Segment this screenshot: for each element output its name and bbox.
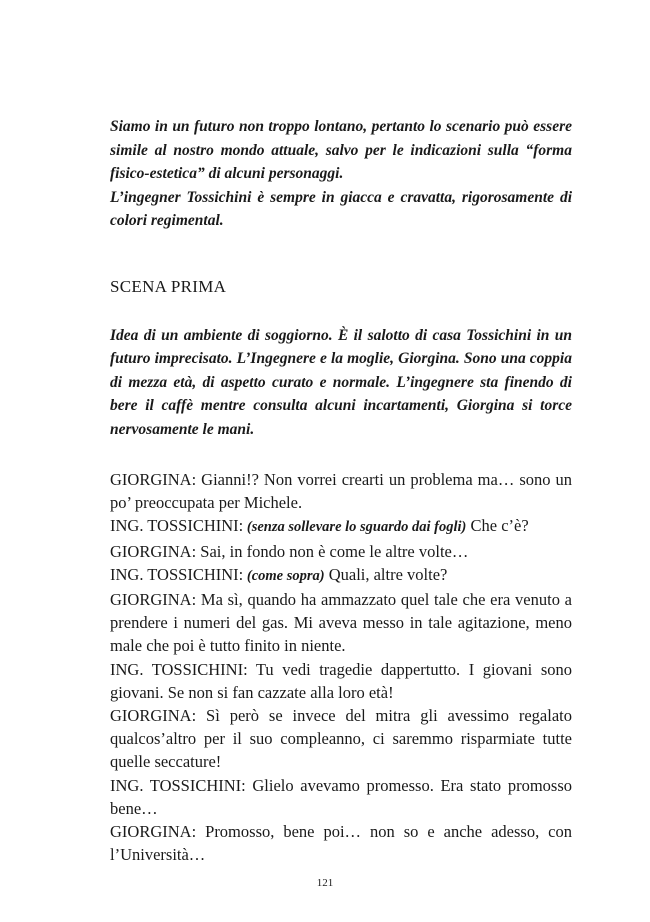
stage-direction: Idea di un ambiente di soggiorno. È il salotto di casa Tossichini in un futuro imprecisato. L’Ingegnere e la moglie, Giorgina. Sono una coppia di mezza età, di aspetto curato e normale. L’ingegnere sta finendo di bere il caffè mentre consulta alcuni incartamenti, Giorgina si torce nervosamente le mani. [110,326,572,438]
line-text: Che c’è? [466,516,529,536]
stage-direction-inline: (come sopra) [243,567,325,584]
scene-title: SCENA PRIMA [110,276,227,296]
speaker-name: ING. TOSSICHINI: [110,775,246,795]
dialogue-line [110,514,572,539]
dialogue-line [110,774,572,820]
speaker-name: ING. TOSSICHINI: [110,564,244,584]
line-text: Promosso, bene poi… non so e anche adesso, con l’Università… [110,822,572,865]
dialogue-line [110,820,572,866]
dialogue-line [110,658,572,704]
intro-paragraph: L’ingegner Tossichini è sempre in giacca e cravatta, rigorosamente di colori regimental. [110,188,572,229]
speaker-name: GIORGINA: [110,541,197,561]
intro-paragraph: Siamo in un futuro non troppo lontano, pertanto lo scenario può essere simile al nostro mondo attuale, salvo per le indicazioni sulla “forma fisico-estetica” di alcuni personaggi. [110,118,572,182]
line-text: Sì però se invece del mitra gli avessimo regalato qualcos’altro per il suo compleanno, ci saremmo risparmiate tutte quelle seccature! [110,706,572,772]
dialogue-line [110,540,572,563]
line-text: Glielo avevamo promesso. Era stato promosso bene… [110,775,572,818]
speaker-name: ING. TOSSICHINI: [110,516,244,536]
speaker-name: GIORGINA: [110,706,197,726]
line-text: Quali, altre volte? [324,564,448,584]
dialogue-line [110,468,572,514]
dialogue-line [110,563,572,588]
line-text: Ma sì, quando ha ammazzato quel tale che era venuto a prendere i numeri del gas. Mi aveva messo in tale agitazione, meno male che poi è tutto finito in niente. [110,590,572,656]
speaker-name: GIORGINA: [110,822,197,842]
page-number: 121 [316,877,334,889]
dialogue [110,468,572,866]
line-text: Sai, in fondo non è come le altre volte… [196,541,469,561]
dialogue-line [110,704,572,774]
dialogue-line [110,588,572,658]
page-body [110,115,572,866]
intro-note [110,115,572,233]
speaker-name: GIORGINA: [110,590,197,610]
line-text: Tu vedi tragedie dappertutto. I giovani sono giovani. Se non si fan cazzate alla loro età! [110,659,573,702]
line-text: Gianni!? Non vorrei crearti un problema ma… sono un po’ preoccupata per Michele. [110,470,572,513]
stage-direction-inline: (senza sollevare lo sguardo dai fogli) [243,519,467,536]
speaker-name: GIORGINA: [110,470,197,489]
speaker-name: ING. TOSSICHINI: [110,659,248,679]
